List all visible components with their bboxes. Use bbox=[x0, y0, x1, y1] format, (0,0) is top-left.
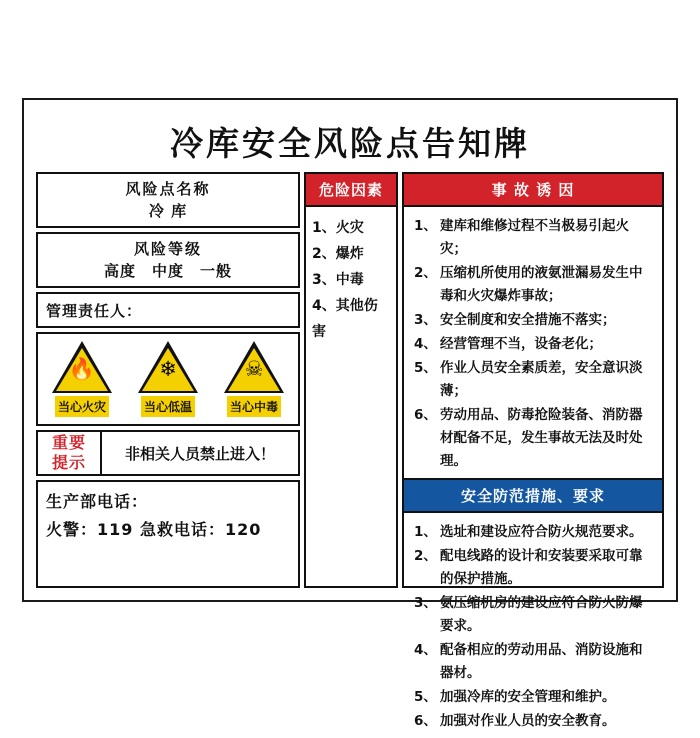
list-item-text: 劳动用品、防毒抢险装备、消防器材配备不足，发生事故无法及时处理。 bbox=[440, 407, 643, 469]
page-title: 冷库安全风险点告知牌 bbox=[170, 124, 530, 163]
fire-warning-glyph: 🔥 bbox=[68, 357, 96, 381]
list-item bbox=[414, 710, 652, 733]
emergency-phone-numbers: 火警：119 急救电话：120 bbox=[46, 520, 262, 539]
list-item bbox=[414, 309, 652, 332]
list-item-text: 作业人员安全素质差，安全意识淡薄； bbox=[440, 360, 643, 399]
pictogram-fire-label: 当心火灾 bbox=[55, 396, 109, 417]
important-notice-tag-line1: 重要 bbox=[51, 433, 86, 452]
risk-point-value: 冷 库 bbox=[148, 202, 188, 220]
list-item bbox=[414, 333, 652, 356]
hazard-factors-column bbox=[304, 172, 398, 588]
list-item bbox=[414, 521, 652, 544]
list-item-number: 6、 bbox=[414, 713, 437, 729]
risk-level-box bbox=[36, 232, 300, 288]
responsible-person-box bbox=[36, 292, 300, 328]
list-item bbox=[414, 357, 652, 403]
responsible-person-label: 管理责任人： bbox=[46, 302, 143, 320]
risk-level-label: 风险等级 bbox=[133, 240, 202, 258]
pictogram-row bbox=[36, 332, 300, 426]
accident-causes-list bbox=[404, 207, 662, 478]
low-temperature-warning-icon bbox=[138, 341, 198, 393]
important-notice-tag-line2: 提示 bbox=[51, 453, 86, 472]
list-item-number: 1、 bbox=[414, 218, 437, 234]
list-item-text: 经营管理不当，设备老化； bbox=[440, 336, 602, 352]
snowflake-glyph: ❄ bbox=[159, 357, 177, 381]
important-notice-tag bbox=[38, 432, 102, 474]
list-item bbox=[414, 404, 652, 473]
list-item-text: 配备相应的劳动用品、消防设施和器材。 bbox=[440, 642, 643, 681]
hazard-factors-header: 危险因素 bbox=[306, 174, 396, 207]
list-item-number: 5、 bbox=[414, 360, 437, 376]
safety-measures-list bbox=[404, 513, 662, 738]
phones-box bbox=[36, 480, 300, 588]
list-item-text: 配电线路的设计和安装要采取可靠的保护措施。 bbox=[440, 548, 643, 587]
list-item-number: 6、 bbox=[414, 407, 437, 423]
list-item bbox=[414, 215, 652, 261]
important-notice bbox=[36, 430, 300, 476]
list-item-number: 1、 bbox=[414, 524, 437, 540]
list-item-text: 加强冷库的安全管理和维护。 bbox=[440, 689, 616, 705]
list-item bbox=[414, 639, 652, 685]
list-item: 1、火灾 bbox=[312, 220, 364, 236]
list-item-text: 氨压缩机房的建设应符合防火防爆要求。 bbox=[440, 595, 643, 634]
left-column bbox=[36, 172, 300, 588]
list-item-text: 压缩机所使用的液氨泄漏易发生中毒和火灾爆炸事故； bbox=[440, 265, 643, 304]
list-item: 4、其他伤害 bbox=[312, 298, 378, 340]
risk-level-value: 高度 中度 一般 bbox=[103, 262, 248, 280]
list-item bbox=[414, 545, 652, 591]
production-dept-phone-label: 生产部电话： bbox=[46, 492, 149, 511]
causes-and-measures-column bbox=[402, 172, 664, 729]
safety-sign-board bbox=[22, 98, 678, 729]
list-item-number: 2、 bbox=[414, 548, 437, 564]
list-item-number: 4、 bbox=[414, 336, 437, 352]
important-notice-text: 非相关人员禁止进入！ bbox=[124, 444, 275, 463]
list-item-text: 加强对作业人员的安全教育。 bbox=[440, 713, 616, 729]
list-item-number: 5、 bbox=[414, 689, 437, 705]
risk-point-label: 风险点名称 bbox=[125, 180, 211, 198]
skull-glyph: ☠ bbox=[244, 357, 264, 381]
risk-point-box bbox=[36, 172, 300, 228]
pictogram-low-temperature-label: 当心低温 bbox=[141, 396, 195, 417]
list-item-text: 安全制度和安全措施不落实； bbox=[440, 312, 616, 328]
list-item-number: 3、 bbox=[414, 595, 437, 611]
pictogram-toxic-label: 当心中毒 bbox=[227, 396, 281, 417]
list-item bbox=[414, 262, 652, 308]
sign-body bbox=[36, 172, 664, 729]
fire-warning-icon bbox=[52, 341, 112, 393]
pictogram-toxic bbox=[216, 341, 292, 417]
pictogram-fire bbox=[44, 341, 120, 417]
list-item-number: 2、 bbox=[414, 265, 437, 281]
toxic-warning-icon bbox=[224, 341, 284, 393]
list-item-number: 4、 bbox=[414, 642, 437, 658]
list-item-number: 3、 bbox=[414, 312, 437, 328]
list-item: 3、中毒 bbox=[312, 272, 364, 288]
hazard-factors-list bbox=[306, 207, 396, 353]
safety-measures-header: 安全防范措施、要求 bbox=[404, 478, 662, 513]
list-item: 2、爆炸 bbox=[312, 246, 364, 262]
list-item bbox=[414, 592, 652, 638]
list-item bbox=[414, 686, 652, 709]
pictogram-low-temperature bbox=[130, 341, 206, 417]
list-item-text: 建库和维修过程不当极易引起火灾； bbox=[440, 218, 629, 257]
accident-causes-header: 事 故 诱 因 bbox=[404, 174, 662, 207]
list-item-text: 选址和建设应符合防火规范要求。 bbox=[440, 524, 643, 540]
